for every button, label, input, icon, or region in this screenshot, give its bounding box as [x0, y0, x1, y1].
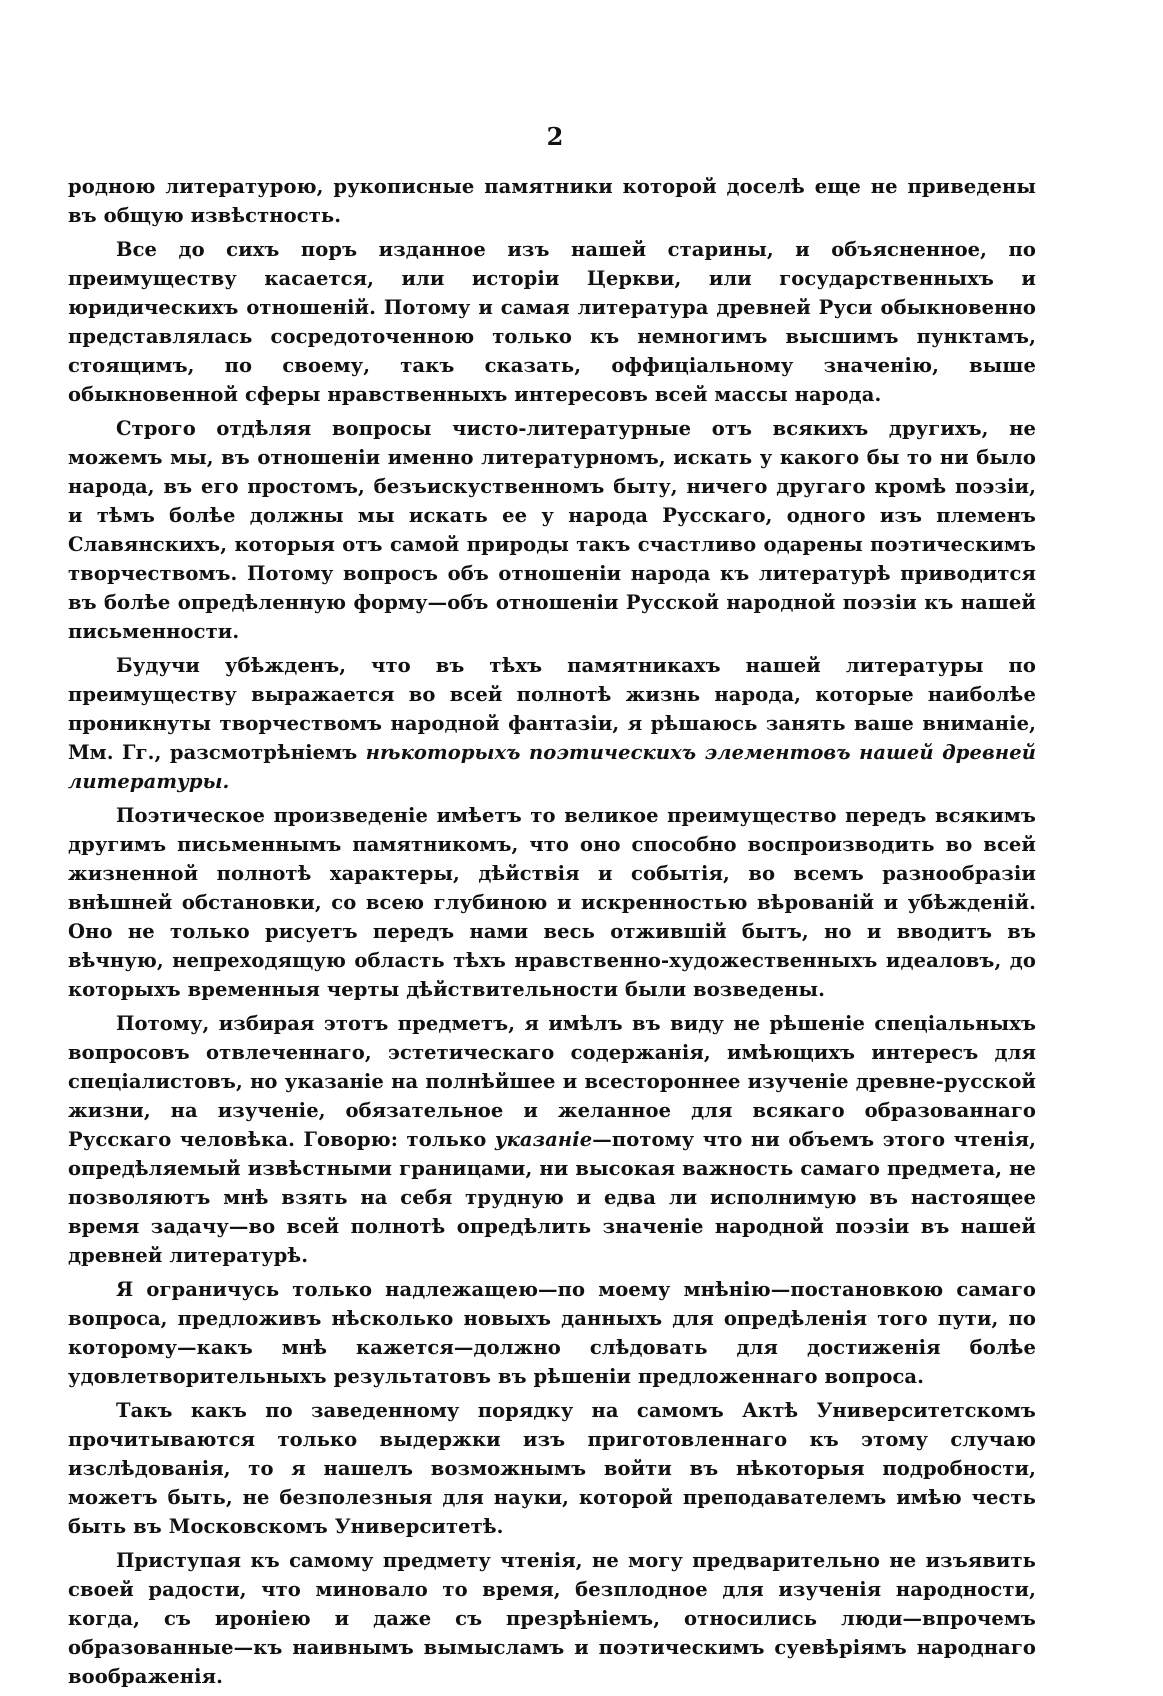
paragraph-5: Поэтическое произведеніе имѣетъ то великое преимущество передъ всякимъ другимъ письменнымъ памятникомъ, что оно способно воспроизводить во всей жизненной полнотѣ характеры, дѣйствія и событія, во всемъ разнообразіи внѣшней обстановки, со всею глубиною и искренностью вѣрованій и убѣжденій. Оно не только рисуетъ передъ нами весь отжившій бытъ, но и вводитъ въ вѣчную, непреходящую область тѣхъ нравственно-художественныхъ идеаловъ, до которыхъ временныя черты дѣйствительности были возведены.: [68, 804, 1036, 1001]
paragraph-8: Такъ какъ по заведенному порядку на самомъ Актѣ Университетскомъ прочитываются только выдержки изъ приготовленнаго къ этому случаю изслѣдованія, то я нашелъ возможнымъ войти въ нѣкоторыя подробности, можетъ быть, не безполезныя для науки, которой преподавателемъ имѣю честь быть въ Московскомъ Университетѣ.: [68, 1399, 1036, 1538]
paragraph-4-italic: нѣкоторыхъ поэтическихъ элементовъ нашей древней литературы.: [68, 741, 1036, 793]
paragraph-6-text: Потому, избирая этотъ предметъ, я имѣлъ въ виду не рѣшеніе спеціальныхъ вопросовъ отвлеченнаго, эстетическаго содержанія, имѣющихъ интересъ для спеціалистовъ, но указаніе на полнѣйшее и всестороннее изученіе древне-русской жизни, на изученіе, обязательное и желанное для всякаго образованнаго Русскаго человѣка. Говорю: только: [68, 1012, 1036, 1151]
paragraph-2: Все до сихъ поръ изданное изъ нашей старины, и объясненное, по преимуществу касается, или исторіи Церкви, или государственныхъ и юридическихъ отношеній. Потому и самая литература древней Руси обыкновенно представлялась сосредоточенною только къ немногимъ высшимъ пунктамъ, стоящимъ, по своему, такъ сказать, оффиціальному значенію, выше обыкновенной сферы нравственныхъ интересовъ всей массы народа.: [68, 238, 1036, 406]
paragraph-6-tail: —потому что ни объемъ этого чтенія, опредѣляемый извѣстными границами, ни высокая важность самаго предмета, не позволяютъ мнѣ взять на себя трудную и едва ли исполнимую въ настоящее время задачу—во всей полнотѣ опредѣлить значеніе народной поэзіи въ нашей древней литературѣ.: [68, 1128, 1036, 1267]
page-body: [68, 172, 1036, 1696]
paragraph-7: Я ограничусь только надлежащею—по моему мнѣнію—постановкою самаго вопроса, предложивъ нѣсколько новыхъ данныхъ для опредѣленія того пути, по которому—какъ мнѣ кажется—должно слѣдовать для достиженія болѣе удовлетворительныхъ результатовъ въ рѣшеніи предложеннаго вопроса.: [68, 1278, 1036, 1388]
paragraph-4-text: Будучи убѣжденъ, что въ тѣхъ памятникахъ нашей литературы по преимуществу выражается во всей полнотѣ жизнь народа, которые наиболѣе проникнуты творчествомъ народной фантазіи, я рѣшаюсь занять ваше вниманіе, Мм. Гг., разсмотрѣніемъ: [68, 654, 1036, 764]
paragraph-6-italic: указаніе: [494, 1128, 593, 1151]
page-number: 2: [546, 122, 564, 151]
paragraph-9: Приступая къ самому предмету чтенія, не могу предварительно не изъявить своей радости, что миновало то время, безплодное для изученія народности, когда, съ ироніею и даже съ презрѣніемъ, относились люди—впрочемъ образованные—къ наивнымъ вымысламъ и поэтическимъ суевѣріямъ народнаго воображенія.: [68, 1549, 1036, 1688]
paragraph-6: [68, 1009, 1036, 1270]
paragraph-3: Строго отдѣляя вопросы чисто-литературные отъ всякихъ другихъ, не можемъ мы, въ отношеніи именно литературномъ, искать у какого бы то ни было народа, въ его простомъ, безъискуственномъ быту, ничего другаго кромѣ поэзіи, и тѣмъ болѣе должны мы искать ее у народа Русскаго, одного изъ племенъ Славянскихъ, которыя отъ самой природы такъ счастливо одарены поэтическимъ творчествомъ. Потому вопросъ объ отношеніи народа къ литературѣ приводится въ болѣе опредѣленную форму—объ отношеніи Русской народной поэзіи къ нашей письменности.: [68, 417, 1036, 643]
paragraph-4: [68, 651, 1036, 796]
paragraph-continuation: родною литературою, рукописные памятники которой доселѣ еще не приведены въ общую извѣстность.: [68, 175, 1036, 227]
